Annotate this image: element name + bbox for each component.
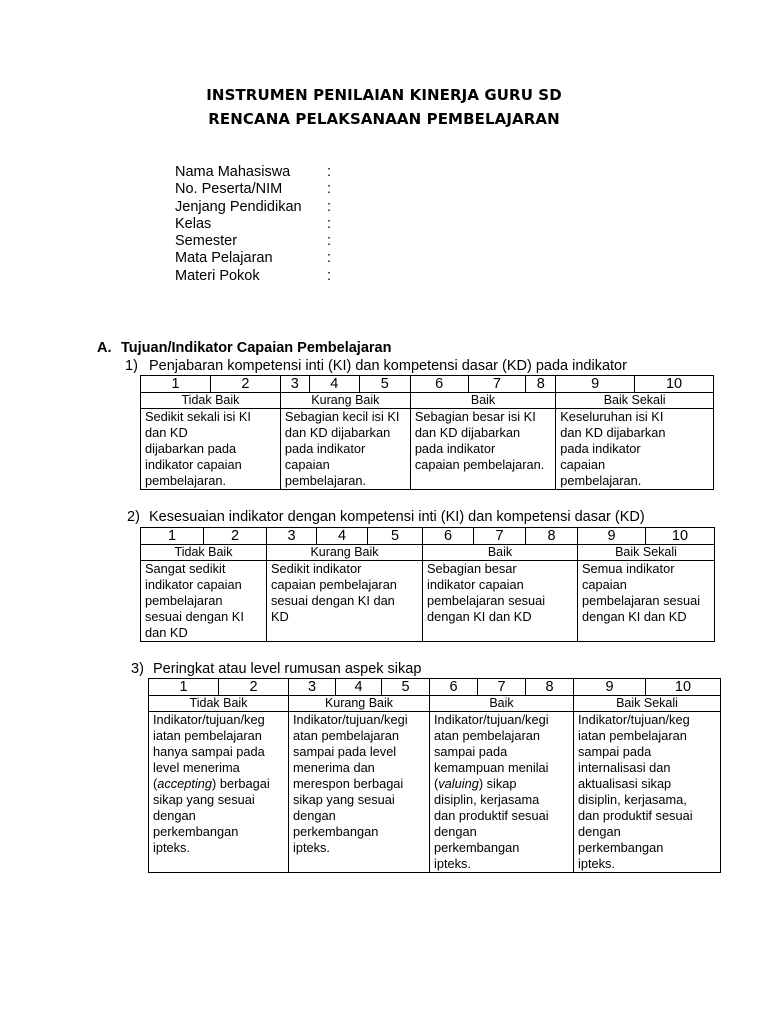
category-cell: Baik xyxy=(410,393,555,409)
scale-cell: 1 xyxy=(141,376,211,393)
descriptor-line: dijabarkan pada xyxy=(145,441,237,456)
scale-cell: 4 xyxy=(309,376,359,393)
scale-cell: 1 xyxy=(149,679,219,696)
descriptor-line: iatan pembelajaran xyxy=(578,728,687,743)
descriptor-cell xyxy=(141,409,281,490)
descriptor-line: Keseluruhan isi KI xyxy=(560,409,664,424)
descriptor-line: Sedikit sekali isi KI xyxy=(145,409,251,424)
scale-cell: 9 xyxy=(556,376,635,393)
category-cell: Baik Sekali xyxy=(578,545,715,561)
descriptor-line: pembelajaran xyxy=(145,593,223,608)
identity-row xyxy=(175,233,332,250)
descriptor-line: dan KD xyxy=(145,425,188,440)
scale-cell: 7 xyxy=(478,679,526,696)
descriptor-line: dan KD dijabarkan xyxy=(284,425,391,440)
scale-cell: 3 xyxy=(280,376,309,393)
descriptor-line: dengan KI dan KD xyxy=(582,609,687,624)
question-text: Penjabaran kompetensi inti (KI) dan kompetensi dasar (KD) pada indikator xyxy=(149,358,627,374)
question-text: Peringkat atau level rumusan aspek sikap xyxy=(153,661,422,677)
descriptor-line: merespon berbagai xyxy=(293,776,404,791)
scale-cell: 1 xyxy=(141,528,204,545)
question-number: 1) xyxy=(125,358,138,374)
scale-cell: 2 xyxy=(204,528,267,545)
scale-cell: 5 xyxy=(368,528,423,545)
scale-cell: 10 xyxy=(646,528,715,545)
descriptor-line: ipteks. xyxy=(578,856,615,871)
descriptor-line: dengan KI dan KD xyxy=(427,609,532,624)
scale-cell: 6 xyxy=(423,528,474,545)
descriptor-line: capaian xyxy=(582,577,627,592)
rating-table-2 xyxy=(140,527,715,642)
question-2-heading xyxy=(127,509,645,525)
descriptor-line: indikator capaian xyxy=(145,577,242,592)
descriptor-cell xyxy=(410,409,555,490)
scale-cell: 8 xyxy=(526,528,578,545)
question-1-heading xyxy=(125,358,627,374)
descriptor-line: kemampuan menilai xyxy=(434,760,549,775)
scale-cell: 4 xyxy=(317,528,368,545)
scale-cell: 7 xyxy=(474,528,526,545)
category-cell: Tidak Baik xyxy=(141,393,281,409)
category-cell: Tidak Baik xyxy=(141,545,267,561)
descriptor-line: dengan xyxy=(578,824,621,839)
identity-colon: : xyxy=(327,250,332,267)
descriptor-line: aktualisasi sikap xyxy=(578,776,672,791)
descriptor-line: dengan xyxy=(153,808,196,823)
identity-label: Mata Pelajaran xyxy=(175,250,273,267)
document-title: INSTRUMEN PENILAIAN KINERJA GURU SD xyxy=(206,86,562,104)
document-subtitle: RENCANA PELAKSANAAN PEMBELAJARAN xyxy=(208,110,560,128)
descriptor-line: perkembangan xyxy=(293,824,379,839)
descriptor-row xyxy=(149,712,721,873)
descriptor-line: internalisasi dan xyxy=(578,760,671,775)
descriptor-line: Indikator/tujuan/kegi xyxy=(293,712,408,727)
identity-colon: : xyxy=(327,215,332,232)
descriptor-line: Sedikit indikator xyxy=(271,561,362,576)
question-3-heading xyxy=(131,661,421,677)
descriptor-line: dan KD dijabarkan xyxy=(414,425,521,440)
descriptor-line: dan KD xyxy=(145,625,188,640)
descriptor-line: ipteks. xyxy=(153,840,190,855)
category-cell: Baik Sekali xyxy=(556,393,714,409)
descriptor-line: pada indikator xyxy=(284,441,366,456)
descriptor-line: sampai pada xyxy=(578,744,652,759)
descriptor-line: (accepting) berbagai xyxy=(153,776,270,791)
descriptor-line: Indikator/tujuan/keg xyxy=(578,712,690,727)
identity-label: Kelas xyxy=(175,215,212,232)
descriptor-cell xyxy=(289,712,430,873)
descriptor-line: menerima dan xyxy=(293,760,375,775)
scale-cell: 3 xyxy=(267,528,317,545)
descriptor-line: sesuai dengan KI dan xyxy=(271,593,395,608)
descriptor-line: dan KD dijabarkan xyxy=(560,425,666,440)
scale-cell: 8 xyxy=(526,376,556,393)
descriptor-cell xyxy=(556,409,714,490)
descriptor-line: capaian pembelajaran xyxy=(271,577,397,592)
descriptor-line: KD xyxy=(271,609,289,624)
category-cell: Baik Sekali xyxy=(574,696,721,712)
descriptor-line: capaian xyxy=(560,457,606,472)
descriptor-line: sikap yang sesuai xyxy=(293,792,395,807)
section-title: Tujuan/Indikator Capaian Pembelajaran xyxy=(121,340,392,356)
scale-row xyxy=(141,528,715,545)
descriptor-line: capaian xyxy=(284,457,330,472)
descriptor-line: Sebagian besar isi KI xyxy=(414,409,536,424)
scale-row xyxy=(141,376,714,393)
descriptor-cell xyxy=(141,561,267,642)
identity-label: No. Peserta/NIM xyxy=(175,181,283,198)
scale-cell: 10 xyxy=(646,679,721,696)
descriptor-line: sampai pada xyxy=(434,744,508,759)
category-cell: Tidak Baik xyxy=(149,696,289,712)
scale-cell: 6 xyxy=(430,679,478,696)
rating-table-3 xyxy=(148,678,721,873)
scale-cell: 3 xyxy=(289,679,336,696)
identity-colon: : xyxy=(327,181,332,198)
identity-fields xyxy=(175,164,332,285)
descriptor-line: Indikator/tujuan/kegi xyxy=(434,712,549,727)
identity-label: Nama Mahasiswa xyxy=(175,164,291,180)
identity-row xyxy=(175,181,332,198)
descriptor-row xyxy=(141,561,715,642)
scale-cell: 9 xyxy=(574,679,646,696)
section-heading xyxy=(97,340,391,356)
descriptor-line: disiplin, kerjasama, xyxy=(578,792,687,807)
identity-label: Materi Pokok xyxy=(175,267,260,284)
scale-cell: 5 xyxy=(382,679,430,696)
question-number: 2) xyxy=(127,509,140,525)
descriptor-line: pembelajaran sesuai xyxy=(582,593,701,608)
scale-cell: 10 xyxy=(635,376,714,393)
descriptor-cell xyxy=(423,561,578,642)
descriptor-line: perkembangan xyxy=(153,824,239,839)
descriptor-line: sampai pada level xyxy=(293,744,397,759)
identity-colon: : xyxy=(327,164,332,180)
descriptor-line: pembelajaran. xyxy=(560,473,642,488)
question-text: Kesesuaian indikator dengan kompetensi inti (KI) dan kompetensi dasar (KD) xyxy=(149,509,645,525)
descriptor-line: pembelajaran. xyxy=(145,473,227,488)
scale-row xyxy=(149,679,721,696)
category-cell: Kurang Baik xyxy=(280,393,410,409)
descriptor-line: pada indikator xyxy=(560,441,641,456)
category-row xyxy=(141,393,714,409)
section-letter: A. xyxy=(97,340,112,356)
category-cell: Baik xyxy=(423,545,578,561)
identity-colon: : xyxy=(327,198,332,215)
scale-cell: 6 xyxy=(410,376,468,393)
scale-cell: 7 xyxy=(468,376,526,393)
descriptor-cell xyxy=(430,712,574,873)
descriptor-line: dan produktif sesuai xyxy=(578,808,693,823)
identity-row xyxy=(175,198,332,216)
descriptor-line: Indikator/tujuan/keg xyxy=(153,712,265,727)
descriptor-row xyxy=(141,409,714,490)
descriptor-line: sikap yang sesuai xyxy=(153,792,255,807)
identity-row xyxy=(175,267,332,285)
descriptor-line: dan produktif sesuai xyxy=(434,808,549,823)
category-cell: Kurang Baik xyxy=(267,545,423,561)
identity-row xyxy=(175,215,332,233)
scale-cell: 8 xyxy=(526,679,574,696)
descriptor-line: Sebagian kecil isi KI xyxy=(284,409,400,424)
descriptor-line: Sebagian besar xyxy=(427,561,517,576)
descriptor-cell xyxy=(149,712,289,873)
category-cell: Baik xyxy=(430,696,574,712)
identity-colon: : xyxy=(327,267,332,284)
descriptor-line: ipteks. xyxy=(293,840,330,855)
scale-cell: 9 xyxy=(578,528,646,545)
descriptor-line: Sangat sedikit xyxy=(145,561,226,576)
descriptor-line: perkembangan xyxy=(434,840,520,855)
descriptor-line: dengan xyxy=(293,808,336,823)
descriptor-line: level menerima xyxy=(153,760,240,775)
rating-table-1 xyxy=(140,375,714,490)
descriptor-line: (valuing) sikap xyxy=(434,776,517,791)
descriptor-cell xyxy=(574,712,721,873)
descriptor-line: perkembangan xyxy=(578,840,664,855)
descriptor-line: atan pembelajaran xyxy=(293,728,400,743)
identity-label: Semester xyxy=(175,233,238,250)
descriptor-line: pembelajaran sesuai xyxy=(427,593,546,608)
scale-cell: 2 xyxy=(210,376,280,393)
descriptor-line: Semua indikator xyxy=(582,561,675,576)
identity-colon: : xyxy=(327,233,332,250)
descriptor-line: indikator capaian xyxy=(145,457,242,472)
identity-row xyxy=(175,250,332,267)
scale-cell: 4 xyxy=(336,679,382,696)
identity-label: Jenjang Pendidikan xyxy=(175,198,302,215)
descriptor-cell xyxy=(578,561,715,642)
category-row xyxy=(141,545,715,561)
descriptor-cell xyxy=(267,561,423,642)
scale-cell: 5 xyxy=(359,376,410,393)
descriptor-line: ipteks. xyxy=(434,856,471,871)
descriptor-line: hanya sampai pada xyxy=(153,744,265,759)
descriptor-line: pada indikator xyxy=(414,441,496,456)
descriptor-cell xyxy=(280,409,410,490)
descriptor-line: pembelajaran. xyxy=(284,473,367,488)
descriptor-line: iatan pembelajaran xyxy=(153,728,262,743)
question-number: 3) xyxy=(131,661,144,677)
descriptor-line: indikator capaian xyxy=(427,577,524,592)
scale-cell: 2 xyxy=(219,679,289,696)
descriptor-line: capaian pembelajaran. xyxy=(414,457,545,472)
descriptor-line: disiplin, kerjasama xyxy=(434,792,540,807)
identity-row xyxy=(175,164,332,181)
category-row xyxy=(149,696,721,712)
descriptor-line: atan pembelajaran xyxy=(434,728,541,743)
descriptor-line: dengan xyxy=(434,824,477,839)
category-cell: Kurang Baik xyxy=(289,696,430,712)
descriptor-line: sesuai dengan KI xyxy=(145,609,244,624)
